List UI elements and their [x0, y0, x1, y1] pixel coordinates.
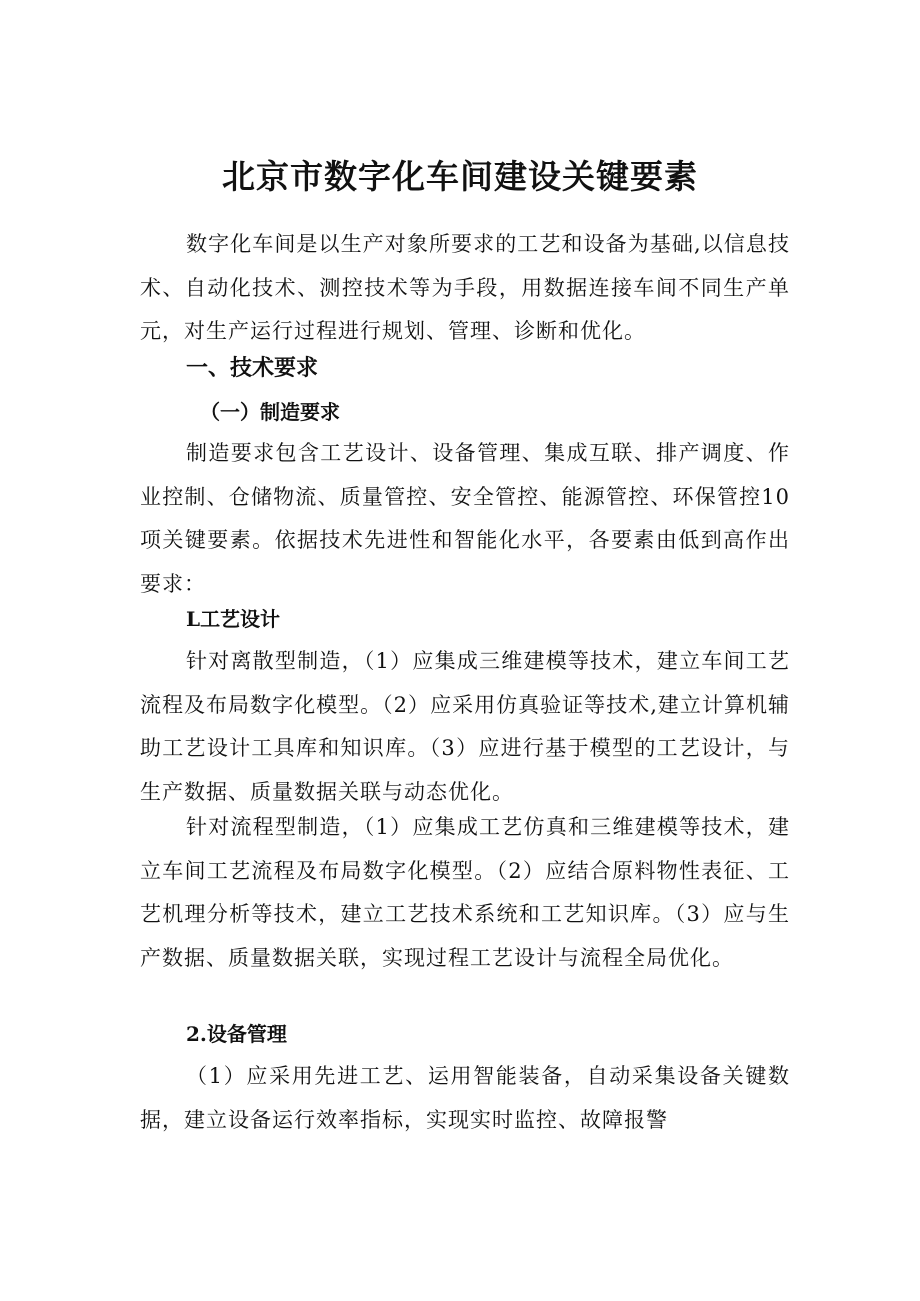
- intro-paragraph: 数字化车间是以生产对象所要求的工艺和设备为基础,以信息技术、自动化技术、测控技术等为手段，用数据连接车间不同生产单元，对生产运行过程进行规划、管理、诊断和优化。: [140, 232, 790, 344]
- item-heading-process-design: L工艺设计: [186, 607, 281, 631]
- process-design-process-paragraph: 针对流程型制造，（1）应集成工艺仿真和三维建模等技术，建立车间工艺流程及布局数字化模型。（2）应结合原料物性表征、工艺机理分析等技术，建立工艺技术系统和工艺知识库。（3）应与生产数据、质量数据关联，实现过程工艺设计与流程全局优化。: [140, 815, 790, 970]
- process-design-discrete-paragraph: 针对离散型制造，（1）应集成三维建模等技术，建立车间工艺流程及布局数字化模型。（2）应采用仿真验证等技术,建立计算机辅助工艺设计工具库和知识库。（3）应进行基于模型的工艺设计，与生产数据、质量数据关联与动态优化。: [140, 649, 790, 804]
- subsection-heading-manufacturing-requirements: （一）制造要求: [200, 400, 340, 424]
- section-heading-technical-requirements: 一、技术要求: [186, 356, 319, 381]
- item-heading-equipment-management: 2.设备管理: [186, 1022, 287, 1046]
- document-title: 北京市数字化车间建设关键要素: [222, 157, 698, 196]
- manufacturing-requirements-paragraph: 制造要求包含工艺设计、设备管理、集成互联、排产调度、作业控制、仓储物流、质量管控、安全管控、能源管控、环保管控10项关键要素。依据技术先进性和智能化水平，各要素由低到高作出要求：: [140, 441, 790, 596]
- equipment-management-paragraph: （1）应采用先进工艺、运用智能装备，自动采集设备关键数据，建立设备运行效率指标，实现实时监控、故障报警: [140, 1064, 790, 1132]
